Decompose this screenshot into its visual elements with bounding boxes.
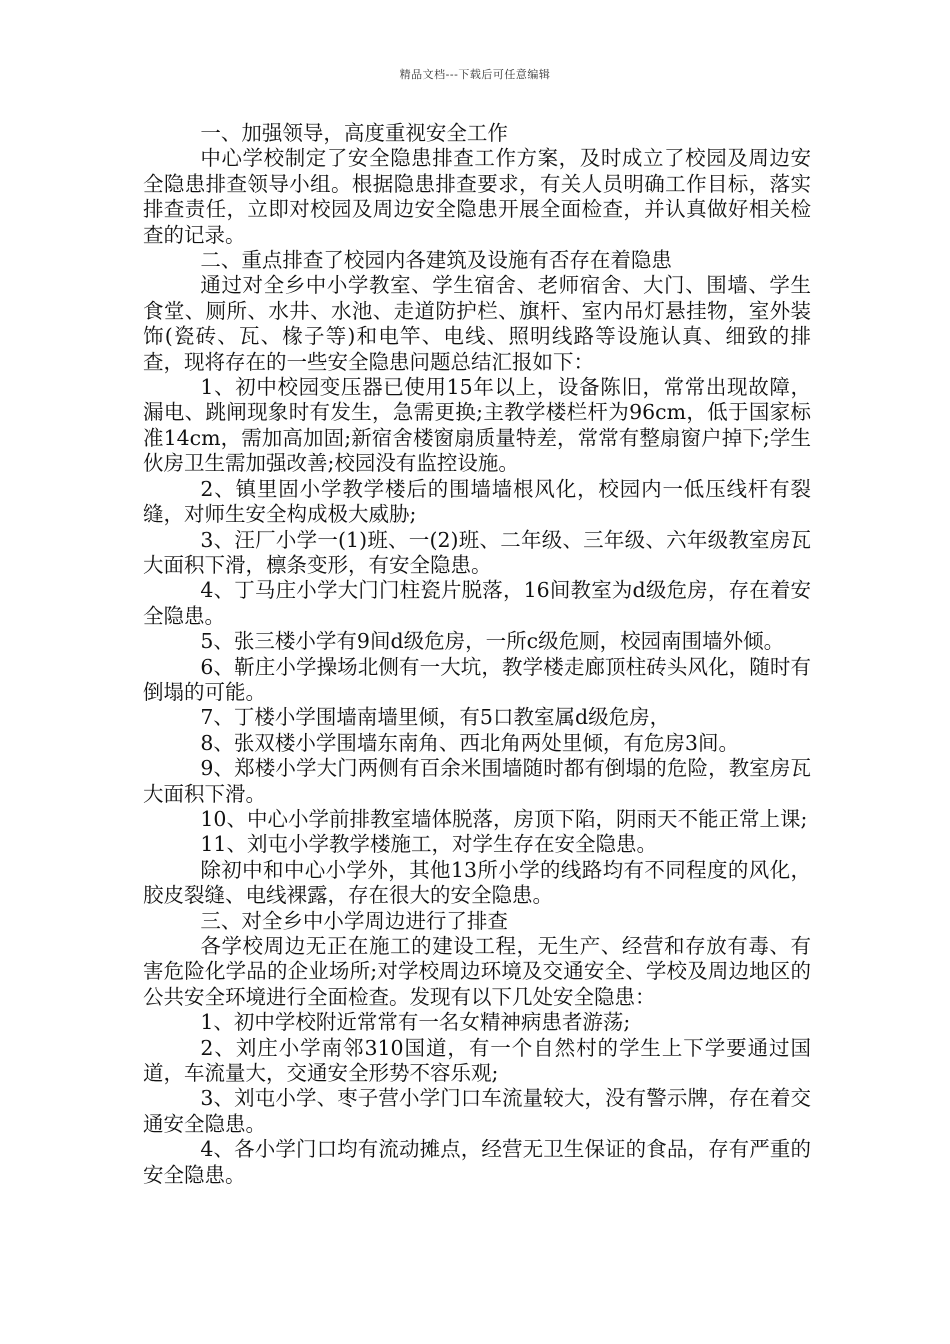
list-item: 4、丁马庄小学大门门柱瓷片脱落，16间教室为d级危房，存在着安全隐患。	[143, 578, 811, 628]
list-item: 6、靳庄小学操场北侧有一大坑，教学楼走廊顶柱砖头风化，随时有倒塌的可能。	[143, 654, 811, 704]
section-heading-3: 三、对全乡中小学周边进行了排查	[200, 908, 508, 933]
paragraph: 除初中和中心小学外，其他13所小学的线路均有不同程度的风化，胶皮裂缝、电线裸露，存在很大的安全隐患。	[143, 857, 811, 908]
list-item: 2、刘庄小学南邻310国道，有一个自然村的学生上下学要通过国道，车流量大，交通安全形势不容乐观;	[143, 1035, 811, 1086]
list-item: 10、中心小学前排教室墙体脱落，房顶下陷，阴雨天不能正常上课;	[200, 806, 808, 831]
page-header: 精品文档---下载后可任意编辑	[399, 68, 551, 81]
paragraph: 通过对全乡中小学教室、学生宿舍、老师宿舍、大门、围墙、学生食堂、厕所、水井、水池、走道防护栏、旗杆、室内吊灯悬挂物，室外装饰(瓷砖、瓦、椽子等)和电竿、电线、照明线路等设施认真、细致的排查，现将存在的一些安全隐患问题总结汇报如下：	[143, 273, 811, 374]
list-item: 5、张三楼小学有9间d级危房，一所c级危厕，校园南围墙外倾。	[200, 629, 785, 654]
list-item: 1、初中学校附近常常有一名女精神病患者游荡;	[200, 1010, 631, 1035]
paragraph: 中心学校制定了安全隐患排查工作方案，及时成立了校园及周边安全隐患排查领导小组。根据隐患排查要求，有关人员明确工作目标，落实排查责任，立即对校园及周边安全隐患开展全面检查，并认真做好相关检查的记录。	[143, 146, 811, 247]
list-item: 4、各小学门口均有流动摊点，经营无卫生保证的食品，存有严重的安全隐患。	[143, 1137, 811, 1187]
document-body	[143, 121, 811, 1188]
list-item: 11、刘屯小学教学楼施工，对学生存在安全隐患。	[200, 832, 657, 857]
list-item: 7、丁楼小学围墙南墙里倾，有5口教室属d级危房，	[200, 705, 671, 730]
list-item: 3、刘屯小学、枣子营小学门口车流量较大，没有警示牌，存在着交通安全隐患。	[143, 1086, 811, 1136]
list-item: 1、初中校园变压器已使用15年以上，设备陈旧，常常出现故障，漏电、跳闸现象时有发生，急需更换;主教学楼栏杆为96cm，低于国家标准14cm，需加高加固;新宿舍楼窗扇质量特差，常常有整扇窗户掉下;学生伙房卫生需加强改善;校园没有监控设施。	[143, 375, 811, 476]
paragraph: 各学校周边无正在施工的建设工程，无生产、经营和存放有毒、有害危险化学品的企业场所;对学校周边环境及交通安全、学校及周边地区的公共安全环境进行全面检查。发现有以下几处安全隐患：	[143, 934, 811, 1009]
list-item: 8、张双楼小学围墙东南角、西北角两处里倾，有危房3间。	[200, 730, 739, 755]
list-item: 9、郑楼小学大门两侧有百余米围墙随时都有倒塌的危险，教室房瓦大面积下滑。	[143, 756, 811, 806]
section-heading-1: 一、加强领导，高度重视安全工作	[200, 121, 508, 145]
list-item: 2、镇里固小学教学楼后的围墙墙根风化，校园内一低压线杆有裂缝，对师生安全构成极大威胁;	[143, 476, 811, 527]
list-item: 3、汪厂小学一(1)班、一(2)班、二年级、三年级、六年级教室房瓦大面积下滑，檩条变形，有安全隐患。	[143, 527, 811, 577]
section-heading-2: 二、重点排查了校园内各建筑及设施有否存在着隐患	[200, 248, 672, 273]
